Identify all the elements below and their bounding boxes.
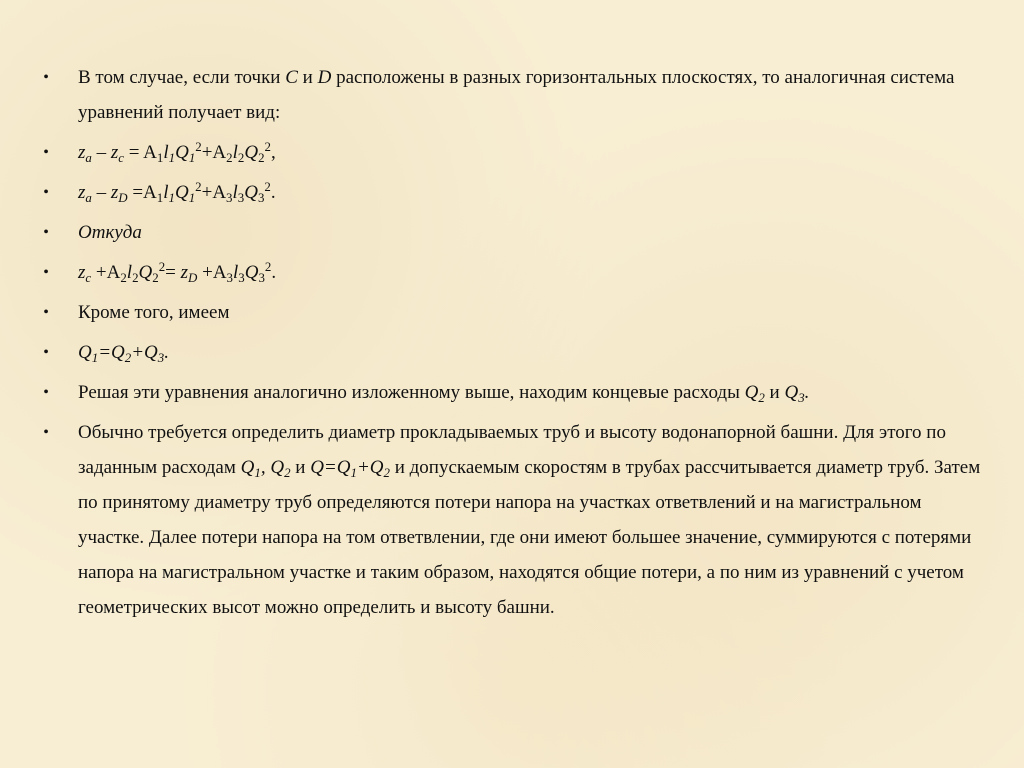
text-run: +A [91, 262, 121, 283]
text-run: Q [336, 457, 351, 478]
text-run: – [91, 182, 111, 203]
text-run: 1 [91, 349, 99, 365]
text-run: D [188, 269, 198, 285]
text-run: , [270, 142, 276, 163]
text-run: Q [144, 342, 158, 363]
text-run: 3 [226, 189, 233, 205]
text-run: Q [240, 457, 255, 478]
list-item-text [78, 382, 809, 403]
text-run: Q [138, 262, 153, 283]
text-run: . [164, 342, 169, 363]
text-run: Решая эти уравнения аналогично изложенному выше, находим концевые расходы [78, 382, 745, 403]
bullet-list [36, 60, 986, 630]
text-run: Q [175, 142, 189, 163]
text-run: = [165, 262, 181, 283]
text-run: = A [124, 142, 157, 163]
bullet-icon: • [43, 144, 49, 161]
text-run: 2 [264, 138, 271, 154]
text-run: +A [201, 142, 227, 163]
text-run: l [232, 142, 238, 163]
text-run: В том случае, если точки [78, 67, 286, 88]
list-item [36, 255, 986, 290]
text-run: Q [310, 457, 324, 478]
text-run: = [323, 457, 337, 478]
text-run: D [118, 189, 128, 205]
text-run: 3 [237, 189, 245, 205]
text-run: c [118, 149, 124, 165]
list-item [36, 135, 986, 170]
text-run: 2 [132, 269, 139, 285]
text-run: l [233, 262, 239, 283]
text-run: 3 [238, 269, 245, 285]
text-run: . [271, 262, 277, 283]
bullet-icon: • [43, 424, 49, 441]
text-run: z [78, 262, 86, 283]
text-run: Кроме того, имеем [78, 302, 230, 323]
text-run: l [163, 182, 169, 203]
text-run: Q [784, 382, 799, 403]
text-run: Q [244, 142, 259, 163]
text-run: +A [197, 262, 227, 283]
list-item [36, 60, 986, 130]
text-run: 1 [350, 464, 357, 480]
text-run: a [85, 189, 92, 205]
text-run: z [110, 182, 119, 203]
text-run: + [131, 342, 145, 363]
bullet-icon: • [43, 224, 49, 241]
text-run: z [78, 182, 86, 203]
text-run: 2 [383, 464, 390, 480]
text-run: Откуда [78, 222, 142, 243]
list-item-text [78, 422, 980, 618]
text-run: = [98, 342, 112, 363]
list-item [36, 175, 986, 210]
text-run: l [163, 142, 169, 163]
text-run: 3 [258, 269, 265, 285]
text-run: l [126, 262, 133, 283]
bullet-icon: • [43, 69, 49, 86]
text-run: 2 [264, 258, 272, 274]
text-run: a [85, 149, 92, 165]
text-run: Q [744, 382, 759, 403]
text-run: 1 [168, 189, 175, 205]
list-item-text [78, 342, 169, 363]
text-run: 2 [124, 349, 132, 365]
list-item-text [78, 178, 276, 205]
list-item [36, 375, 986, 410]
text-run: 2 [158, 258, 166, 274]
bullet-icon: • [43, 384, 49, 401]
bullet-icon: • [43, 304, 49, 321]
list-item [36, 415, 986, 625]
list-item-text [78, 302, 229, 323]
text-run: 2 [152, 269, 159, 285]
text-run: 1 [156, 189, 164, 205]
list-item-text [78, 138, 276, 165]
text-run: , Q [260, 457, 285, 478]
text-run: и [290, 457, 311, 478]
text-run: C [285, 67, 298, 88]
text-run: 1 [188, 149, 196, 165]
list-item [36, 335, 986, 370]
text-run: 1 [254, 464, 261, 480]
list-item-text [78, 67, 954, 123]
list-item-text [78, 222, 142, 243]
text-run: z [110, 142, 119, 163]
text-run: 3 [226, 269, 233, 285]
text-run: 2 [195, 138, 202, 154]
text-run: Обычно требуется определить диаметр прокладываемых труб и высоту водонапорной башни. Для этого по заданным расходам [78, 422, 946, 478]
bullet-icon: • [43, 264, 49, 281]
text-run: 3 [798, 389, 805, 405]
text-run: – [91, 142, 111, 163]
list-item [36, 295, 986, 330]
text-run: l [232, 182, 238, 203]
text-run: 2 [226, 149, 233, 165]
bullet-icon: • [43, 344, 49, 361]
list-item [36, 215, 986, 250]
text-run: =A [127, 182, 157, 203]
text-run: + [356, 457, 370, 478]
text-run: Q [78, 342, 92, 363]
text-run: z [78, 142, 86, 163]
text-run: Q [174, 182, 189, 203]
text-run: 1 [188, 189, 196, 205]
text-run: Q [244, 262, 259, 283]
text-run: 2 [195, 178, 202, 194]
text-run: 2 [120, 269, 127, 285]
text-run: c [85, 269, 92, 285]
text-run: +A [201, 182, 227, 203]
text-run: . [270, 182, 276, 203]
text-run: 2 [758, 389, 765, 405]
text-run: 3 [257, 189, 265, 205]
text-run: 2 [264, 178, 271, 194]
text-run: 1 [168, 149, 176, 165]
text-run: Q [369, 457, 384, 478]
text-run: z [180, 262, 189, 283]
text-run: 2 [258, 149, 265, 165]
text-run: Q [244, 182, 258, 203]
text-run: расположены в разных горизонтальных плоскостях, то аналогичная система уравнений получает вид: [78, 67, 955, 123]
text-run: 2 [284, 464, 291, 480]
text-run: D [317, 67, 332, 88]
text-run: 2 [237, 149, 245, 165]
list-item-text [78, 258, 277, 285]
text-run: 3 [157, 349, 165, 365]
text-run: и допускаемым скоростям в трубах рассчитывается диаметр труб. Затем по принятому диаметру труб определяются потери напора на участках ответвлений и на магистральном участке. Далее потери напора на том ответвлении, где они имеют большее значение, суммируются с потерями напора на магистральном участке и таким образом, находятся общие потери, а по ним из уравнений с учетом геометрических высот можно определить и высоту башни. [78, 457, 981, 618]
text-run: . [804, 382, 810, 403]
text-run: и [297, 67, 318, 88]
text-run: Q [111, 342, 125, 363]
text-run: и [764, 382, 785, 403]
bullet-icon: • [43, 184, 49, 201]
text-run: 1 [156, 149, 164, 165]
